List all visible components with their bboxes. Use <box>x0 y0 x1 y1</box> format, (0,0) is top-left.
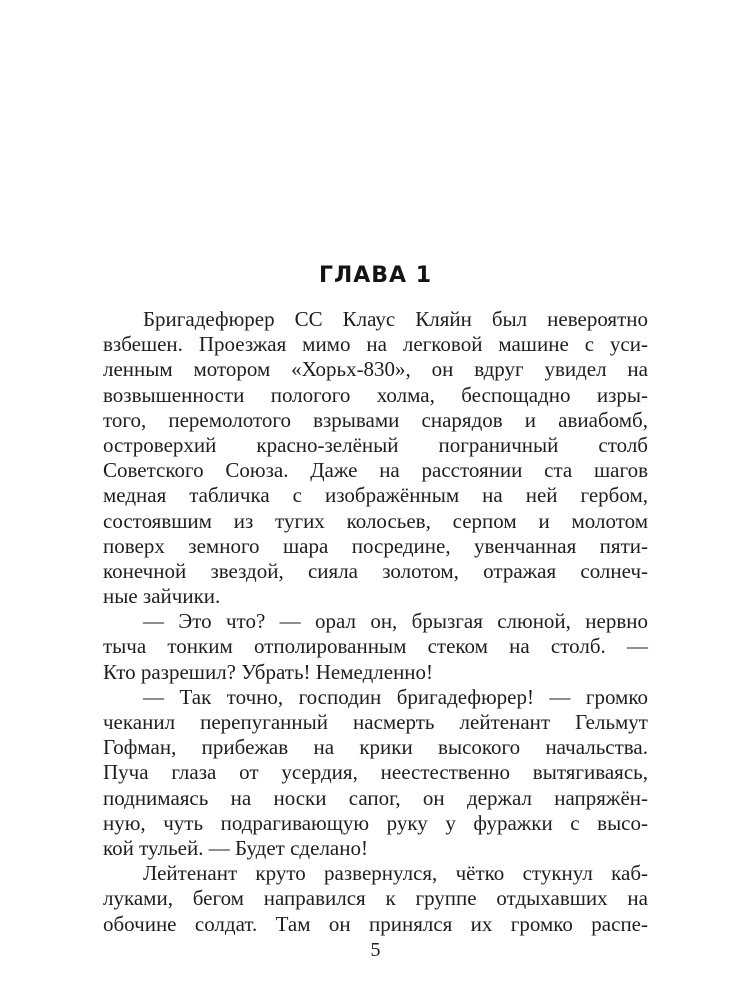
text-line: Гофман, прибежав на крики высокого начальства. <box>103 735 648 760</box>
paragraph <box>103 307 648 609</box>
text-line: Бригадефюрер СС Клаус Кляйн был невероятно <box>143 307 648 331</box>
body-text <box>103 307 648 937</box>
text-line: состоявшим из тугих колосьев, серпом и молотом <box>103 508 648 533</box>
paragraph <box>103 609 648 685</box>
text-line: медная табличка с изображённым на ней гербом, <box>103 483 648 508</box>
paragraph <box>103 861 648 937</box>
text-line: Советского Союза. Даже на расстоянии ста шагов <box>103 458 648 483</box>
text-line: Пуча глаза от усердия, неестественно вытягиваясь, <box>103 760 648 785</box>
text-line: Кто разрешил? Убрать! Немедленно! <box>103 659 434 684</box>
text-line: поверх земного шара посредине, увенчанная пяти- <box>103 533 648 558</box>
text-line: — Так точно, господин бригадефюрер! — громко <box>143 684 648 709</box>
text-line: кой тульей. — Будет сделано! <box>103 835 368 860</box>
text-line: ленным мотором «Хорьх-830», он вдруг увидел на <box>103 357 648 382</box>
paragraph <box>103 685 648 861</box>
text-line: конечной звездой, сияла золотом, отражая солнеч- <box>103 558 648 583</box>
text-line: луками, бегом направился к группе отдыхавших на <box>103 886 648 911</box>
text-line: ную, чуть подрагивающую руку у фуражки с высо- <box>103 810 648 835</box>
text-line: поднимаясь на носки сапог, он держал напряжён- <box>103 785 648 810</box>
chapter-title: ГЛАВА 1 <box>318 263 433 288</box>
text-line: Лейтенант круто развернулся, чётко стукнул каб- <box>143 861 648 886</box>
text-line: чеканил перепуганный насмерть лейтенант Гельмут <box>103 710 648 734</box>
text-line: тыча тонким отполированным стеком на столб. — <box>103 634 648 659</box>
page-number: 5 <box>370 939 381 961</box>
text-line: обочине солдат. Там он принялся их громко распе- <box>103 911 648 936</box>
text-line: взбешен. Проезжая мимо на легковой машине с уси- <box>103 332 648 357</box>
text-line: островерхий красно-зелёный пограничный столб <box>103 432 648 457</box>
text-line: — Это что? — орал он, брызгая слюной, нервно <box>143 609 648 634</box>
text-line: возвышенности пологого холма, беспощадно изры- <box>103 382 648 407</box>
text-line: ные зайчики. <box>103 584 221 609</box>
text-line: того, перемолотого взрывами снарядов и авиабомб, <box>103 407 648 432</box>
